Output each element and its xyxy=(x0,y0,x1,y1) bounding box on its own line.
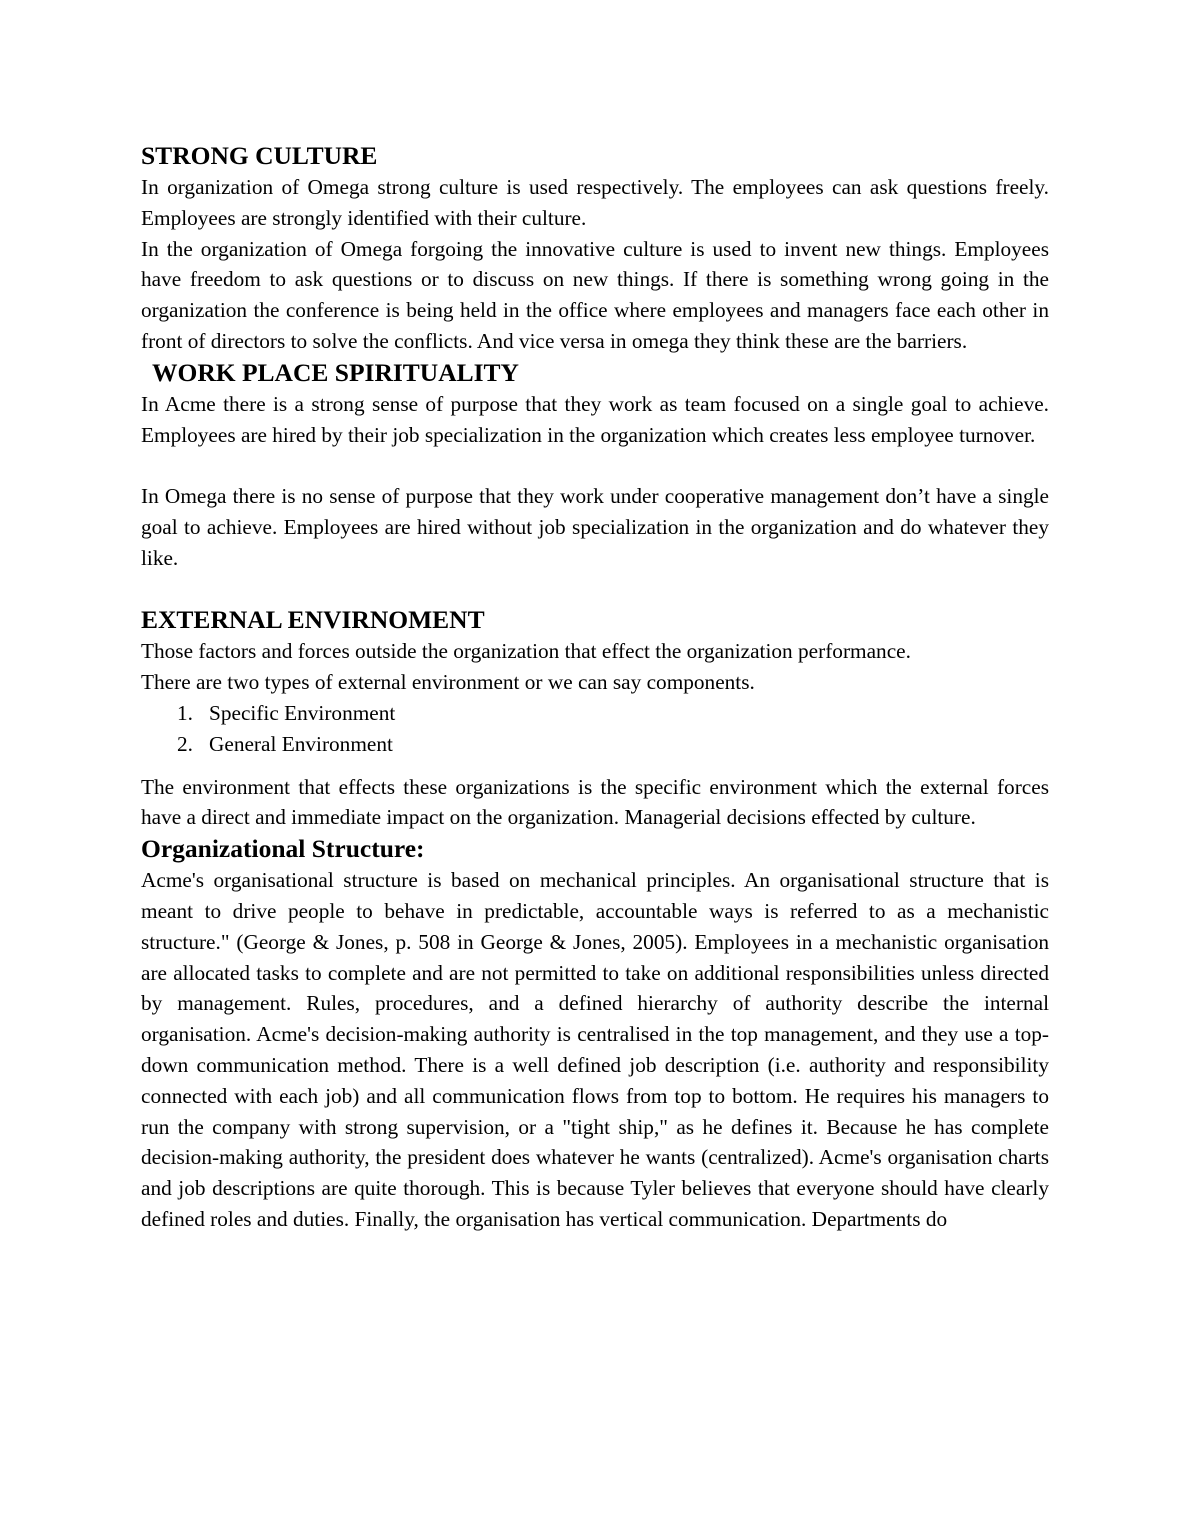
paragraph-external-2: There are two types of external environment or we can say components. xyxy=(141,670,755,695)
paragraph-strong-culture-1: In organization of Omega strong culture is used respectively. The employees can ask questions freely. Employees are strongly identified with their culture. xyxy=(141,175,1049,230)
heading-external-environment: EXTERNAL ENVIRNOMENT xyxy=(141,605,485,635)
blank-line xyxy=(141,574,1049,605)
blank-line xyxy=(141,450,1049,481)
document-page xyxy=(141,140,1049,1235)
list-item xyxy=(177,729,1049,760)
list-number: 2. xyxy=(177,731,193,756)
paragraph-external-1: Those factors and forces outside the organization that effect the organization performance. xyxy=(141,639,911,664)
heading-strong-culture: STRONG CULTURE xyxy=(141,141,378,170)
paragraph-strong-culture-2: In the organization of Omega forgoing the innovative culture is used to invent new things. Employees have freedom to ask questions or to discuss on new things. If there is something wrong going in the organization the conference is being held in the office where employees and managers face each other in front of directors to solve the conflicts. And vice versa in omega they think these are the barriers. xyxy=(141,236,1049,353)
heading-work-place-spirituality: WORK PLACE SPIRITUALITY xyxy=(152,357,519,387)
list-item-text: Specific Environment xyxy=(209,700,396,725)
paragraph-external-3: The environment that effects these organizations is the specific environment which the external forces have a direct and immediate impact on the organization. Managerial decisions effected by culture. xyxy=(141,774,1049,830)
blank-line xyxy=(141,760,1049,772)
list-item-text: General Environment xyxy=(209,731,393,756)
environment-list xyxy=(141,698,1049,760)
paragraph-structure-1: Acme's organisational structure is based on mechanical principles. An organisational structure that is meant to drive people to behave in predictable, accountable ways is referred to as a mechanistic structure." (George & Jones, p. 508 in George & Jones, 2005). Employees in a mechanistic organisation are allocated tasks to complete and are not permitted to take on additional responsibilities unless directed by management. Rules, procedures, and a defined hierarchy of authority describe the internal organisation. Acme's decision-making authority is centralised in the top management, and they use a top-down communication method. There is a well defined job description (i.e. authority and responsibility connected with each job) and all communication flows from top to bottom. He requires his managers to run the company with strong supervision, or a "tight ship," as he defines it. Because he has complete decision-making authority, the president does whatever he wants (centralized). Acme's organisation charts and job descriptions are quite thorough. This is because Tyler believes that everyone should have clearly defined roles and duties. Finally, the organisation has vertical communication. Departments do xyxy=(141,868,1049,1231)
paragraph-workplace-2: In Omega there is no sense of purpose that they work under cooperative management don’t have a single goal to achieve. Employees are hired without job specialization in the organization and do whatever they like. xyxy=(141,484,1049,570)
heading-organizational-structure: Organizational Structure: xyxy=(141,834,425,864)
list-number: 1. xyxy=(177,700,193,725)
paragraph-workplace-1: In Acme there is a strong sense of purpose that they work as team focused on a single goal to achieve. Employees are hired by their job specialization in the organization which creates less employee turnover. xyxy=(141,391,1049,447)
list-item xyxy=(177,698,1049,729)
